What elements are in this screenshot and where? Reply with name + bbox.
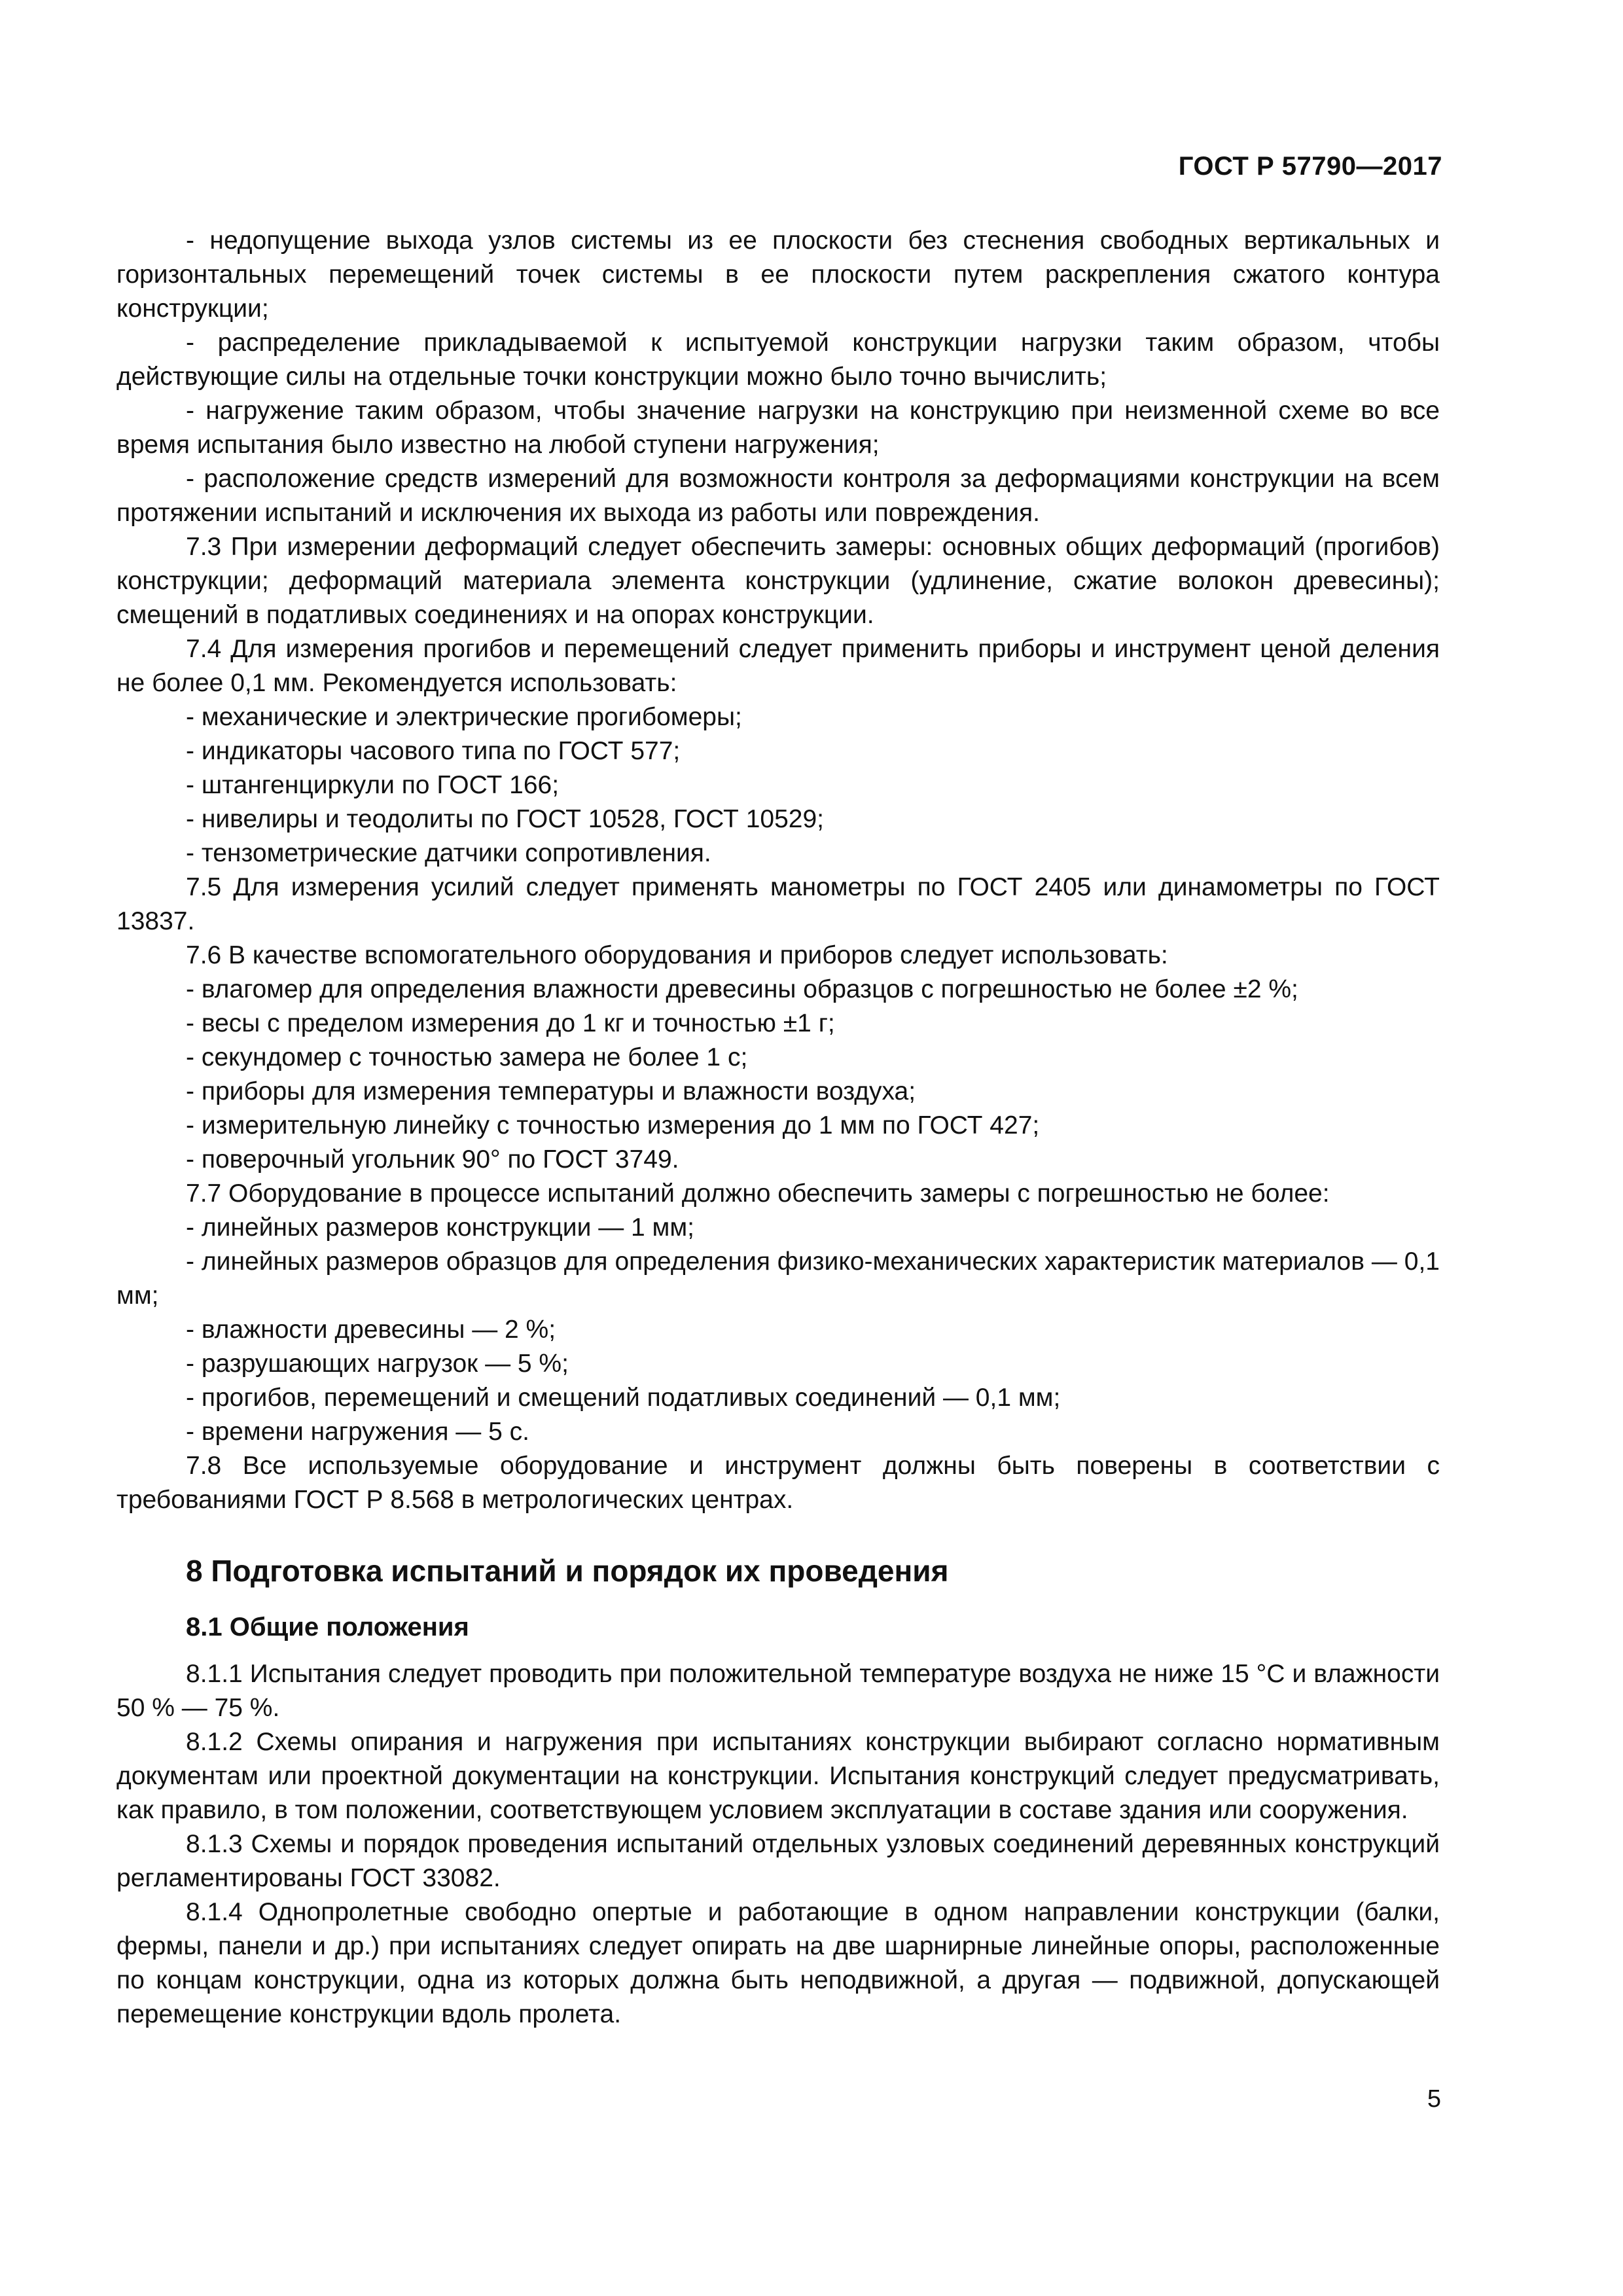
paragraph: 7.4 Для измерения прогибов и перемещений следует применить приборы и инструмент ценой деления не более 0,1 мм. Рекомендуется использовать: (116, 635, 1440, 697)
section-7-continued (116, 224, 1440, 1517)
section-8-1-paragraphs (116, 1657, 1440, 2032)
paragraph: - линейных размеров образцов для определения физико-механических характеристик материалов — 0,1 мм; (116, 1247, 1440, 1310)
document-body (116, 224, 1440, 2032)
section-heading: 8 Подготовка испытаний и порядок их проведения (186, 1554, 949, 1588)
paragraph: - распределение прикладываемой к испытуемой конструкции нагрузки таким образом, чтобы действующие силы на отдельные точки конструкции можно было точно вычислить; (116, 329, 1440, 391)
paragraph: - влажности древесины — 2 %; (186, 1316, 556, 1344)
paragraph: 8.1.4 Однопролетные свободно опертые и работающие в одном направлении конструкции (балки, фермы, панели и др.) при испытаниях следует опирать на две шарнирные линейные опоры, расположенные по концам конструкции, одна из которых должна быть неподвижной, а другая — подвижной, допускающей перемещение конструкции вдоль пролета. (116, 1898, 1440, 2028)
paragraph: - разрушающих нагрузок — 5 %; (186, 1350, 569, 1378)
paragraph: - тензометрические датчики сопротивления. (186, 839, 711, 867)
paragraph: - времени нагружения — 5 с. (186, 1418, 529, 1446)
paragraph: - нивелиры и теодолиты по ГОСТ 10528, ГОСТ 10529; (186, 805, 824, 833)
paragraph: 7.7 Оборудование в процессе испытаний должно обеспечить замеры с погрешностью не более: (186, 1179, 1330, 1208)
subsection-heading: 8.1 Общие положения (186, 1613, 469, 1641)
paragraph: - поверочный угольник 90° по ГОСТ 3749. (186, 1145, 679, 1174)
paragraph: 8.1.1 Испытания следует проводить при положительной температуре воздуха не ниже 15 °С и влажности 50 % — 75 %. (116, 1660, 1440, 1722)
paragraph: - индикаторы часового типа по ГОСТ 577; (186, 737, 681, 765)
paragraph: 8.1.3 Схемы и порядок проведения испытаний отдельных узловых соединений деревянных конструкций регламентированы ГОСТ 33082. (116, 1830, 1440, 1892)
paragraph: - секундомер с точностью замера не более 1 с; (186, 1043, 748, 1071)
paragraph: - расположение средств измерений для возможности контроля за деформациями конструкции на всем протяжении испытаний и исключения их выхода из работы или повреждения. (116, 465, 1440, 527)
paragraph: 7.8 Все используемые оборудование и инструмент должны быть поверены в соответствии с требованиями ГОСТ Р 8.568 в метрологических центрах. (116, 1452, 1440, 1514)
paragraph: 7.6 В качестве вспомогательного оборудования и приборов следует использовать: (186, 941, 1168, 969)
paragraph: 8.1.2 Схемы опирания и нагружения при испытаниях конструкции выбирают согласно нормативным документам или проектной документации на конструкции. Испытания конструкций следует предусматривать, как правило, в том положении, соответствующем условием эксплуатации в составе здания или сооружения. (116, 1728, 1440, 1824)
paragraph: - приборы для измерения температуры и влажности воздуха; (186, 1077, 916, 1105)
paragraph: - весы с пределом измерения до 1 кг и точностью ±1 г; (186, 1009, 835, 1037)
paragraph: - механические и электрические прогибомеры; (186, 703, 742, 731)
paragraph: 7.5 Для измерения усилий следует применять манометры по ГОСТ 2405 или динамометры по ГОСТ 13837. (116, 873, 1440, 935)
paragraph: - влагомер для определения влажности древесины образцов с погрешностью не более ±2 %; (186, 975, 1298, 1003)
document-header-id: ГОСТ Р 57790—2017 (1178, 152, 1442, 181)
paragraph: - прогибов, перемещений и смещений податливых соединений — 0,1 мм; (186, 1384, 1061, 1412)
paragraph: - штангенциркули по ГОСТ 166; (186, 771, 560, 799)
page-number: 5 (1427, 2085, 1441, 2113)
paragraph: - недопущение выхода узлов системы из ее плоскости без стеснения свободных вертикальных и горизонтальных перемещений точек системы в ее плоскости путем раскрепления сжатого контура конструкции; (116, 226, 1440, 323)
paragraph: - линейных размеров конструкции — 1 мм; (186, 1213, 695, 1242)
paragraph: - нагружение таким образом, чтобы значение нагрузки на конструкцию при неизменной схеме во все время испытания было известно на любой ступени нагружения; (116, 397, 1440, 459)
paragraph: 7.3 При измерении деформаций следует обеспечить замеры: основных общих деформаций (прогибов) конструкции; деформаций материала элемента конструкции (удлинение, сжатие волокон древесины); смещений в податливых соединениях и на опорах конструкции. (116, 533, 1440, 629)
paragraph: - измерительную линейку с точностью измерения до 1 мм по ГОСТ 427; (186, 1111, 1040, 1139)
